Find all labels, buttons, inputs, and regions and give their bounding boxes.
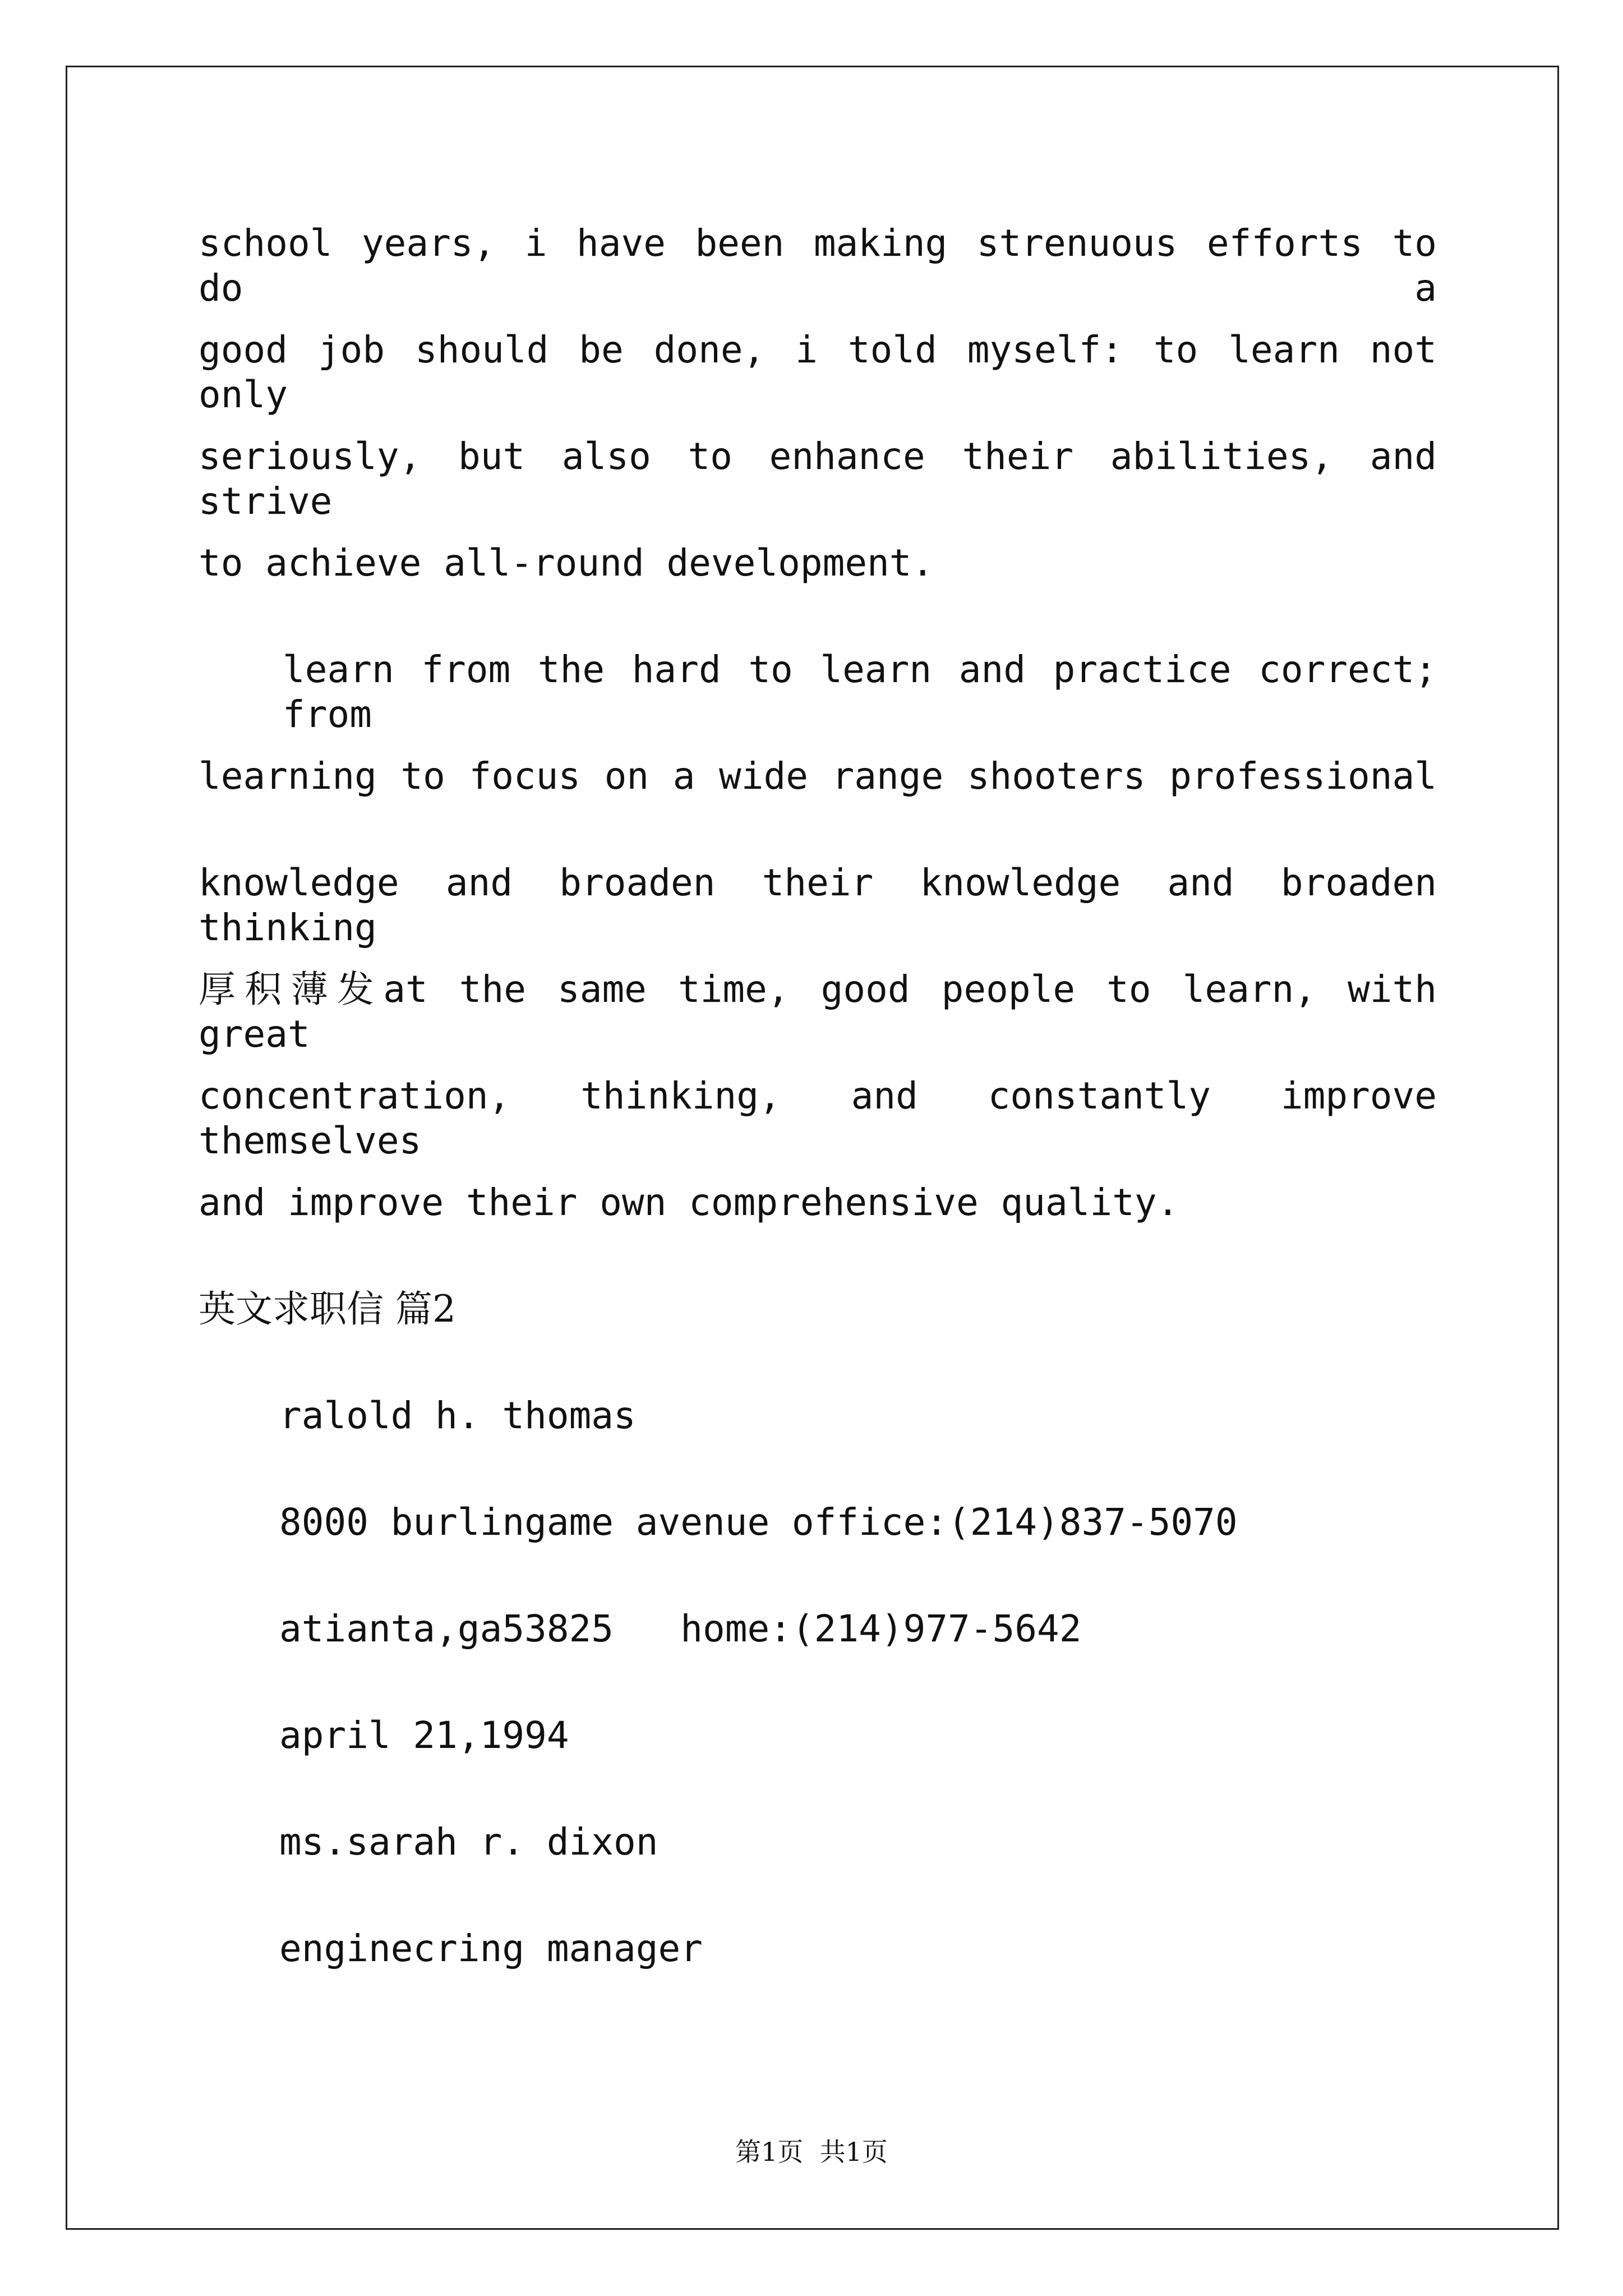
paragraph-line: knowledge and broaden their knowledge and broaden thinking bbox=[199, 861, 1437, 949]
paragraph-line: concentration, thinking, and constantly improve themselves bbox=[199, 1074, 1437, 1162]
paragraph-line: 厚积薄发at the same time, good people to learn, with great bbox=[199, 968, 1437, 1056]
paragraph-line: and improve their own comprehensive quality. bbox=[199, 1181, 1179, 1224]
page-footer: 第1页 共1页 bbox=[735, 2137, 888, 2167]
paragraph-line: learn from the hard to learn and practice correct; from bbox=[283, 648, 1437, 736]
sender-name: ralold h. thomas bbox=[279, 1394, 636, 1437]
sender-address-line: 8000 burlingame avenue office:(214)837-5070 bbox=[279, 1501, 1238, 1544]
paragraph-line: school years, i have been making strenuous efforts to do a bbox=[199, 222, 1437, 310]
paragraph-line: learning to focus on a wide range shooters professional bbox=[199, 754, 1437, 798]
letter-date: april 21,1994 bbox=[279, 1714, 569, 1757]
paragraph-line: seriously, but also to enhance their abilities, and strive bbox=[199, 435, 1437, 523]
recipient-title: enginecring manager bbox=[279, 1927, 703, 1970]
sender-address-line: atianta,ga53825 home:(214)977-5642 bbox=[279, 1607, 1082, 1650]
section-heading: 英文求职信 篇2 bbox=[199, 1287, 456, 1331]
recipient-name: ms.sarah r. dixon bbox=[279, 1820, 658, 1864]
paragraph-line: good job should be done, i told myself: to learn not only bbox=[199, 328, 1437, 416]
paragraph-line: to achieve all-round development. bbox=[199, 541, 934, 585]
